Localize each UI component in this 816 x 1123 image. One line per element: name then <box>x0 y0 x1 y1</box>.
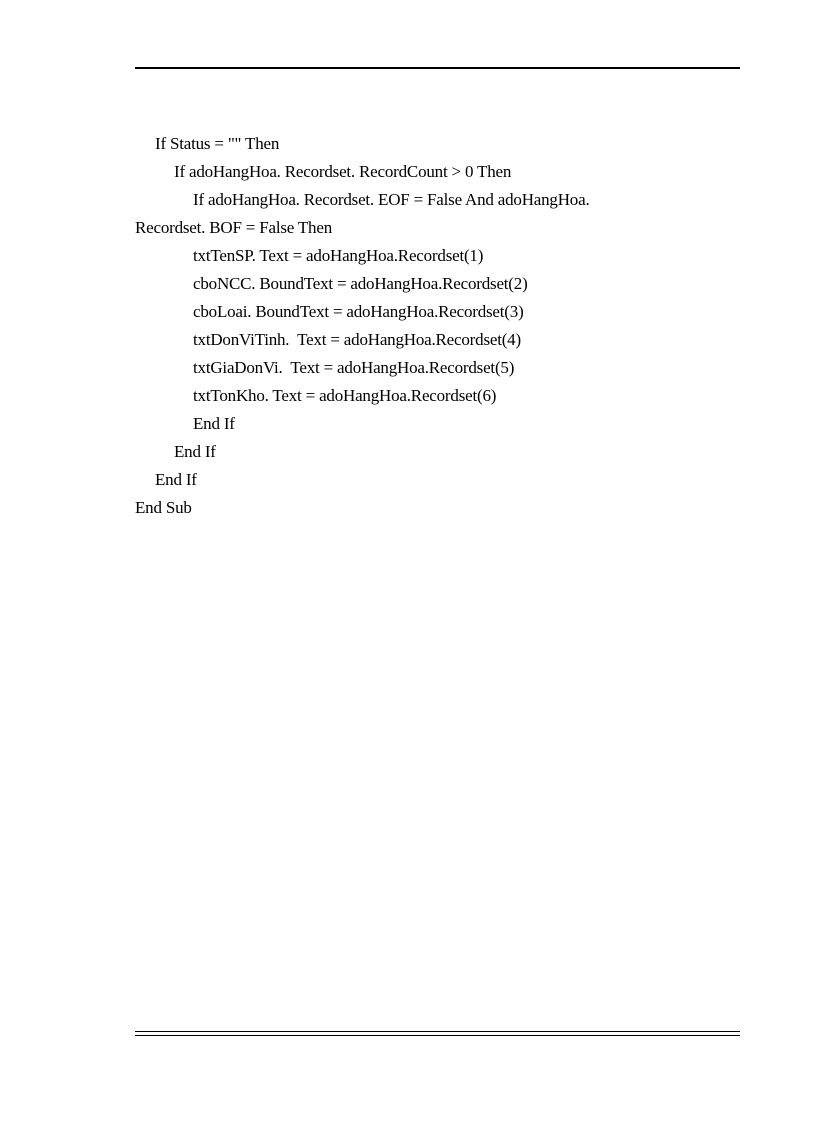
code-line: If Status = "" Then <box>155 134 280 153</box>
code-line: If adoHangHoa. Recordset. EOF = False And adoHangHoa. <box>193 190 590 209</box>
code-line: End If <box>193 414 235 433</box>
code-line: End If <box>155 470 197 489</box>
code-block <box>135 130 740 522</box>
footer-double-rule <box>135 1031 740 1036</box>
code-line: txtGiaDonVi. Text = adoHangHoa.Recordset(5) <box>193 358 515 377</box>
code-line: End Sub <box>135 498 192 517</box>
code-line: txtTonKho. Text = adoHangHoa.Recordset(6) <box>193 386 497 405</box>
code-line: cboLoai. BoundText = adoHangHoa.Recordset(3) <box>193 302 524 321</box>
code-line: Recordset. BOF = False Then <box>135 218 332 237</box>
code-line: cboNCC. BoundText = adoHangHoa.Recordset(2) <box>193 274 528 293</box>
header-rule <box>135 67 740 69</box>
code-line: If adoHangHoa. Recordset. RecordCount > 0 Then <box>174 162 512 181</box>
code-line: End If <box>174 442 216 461</box>
code-line: txtTenSP. Text = adoHangHoa.Recordset(1) <box>193 246 484 265</box>
code-line: txtDonViTinh. Text = adoHangHoa.Recordset(4) <box>193 330 521 349</box>
